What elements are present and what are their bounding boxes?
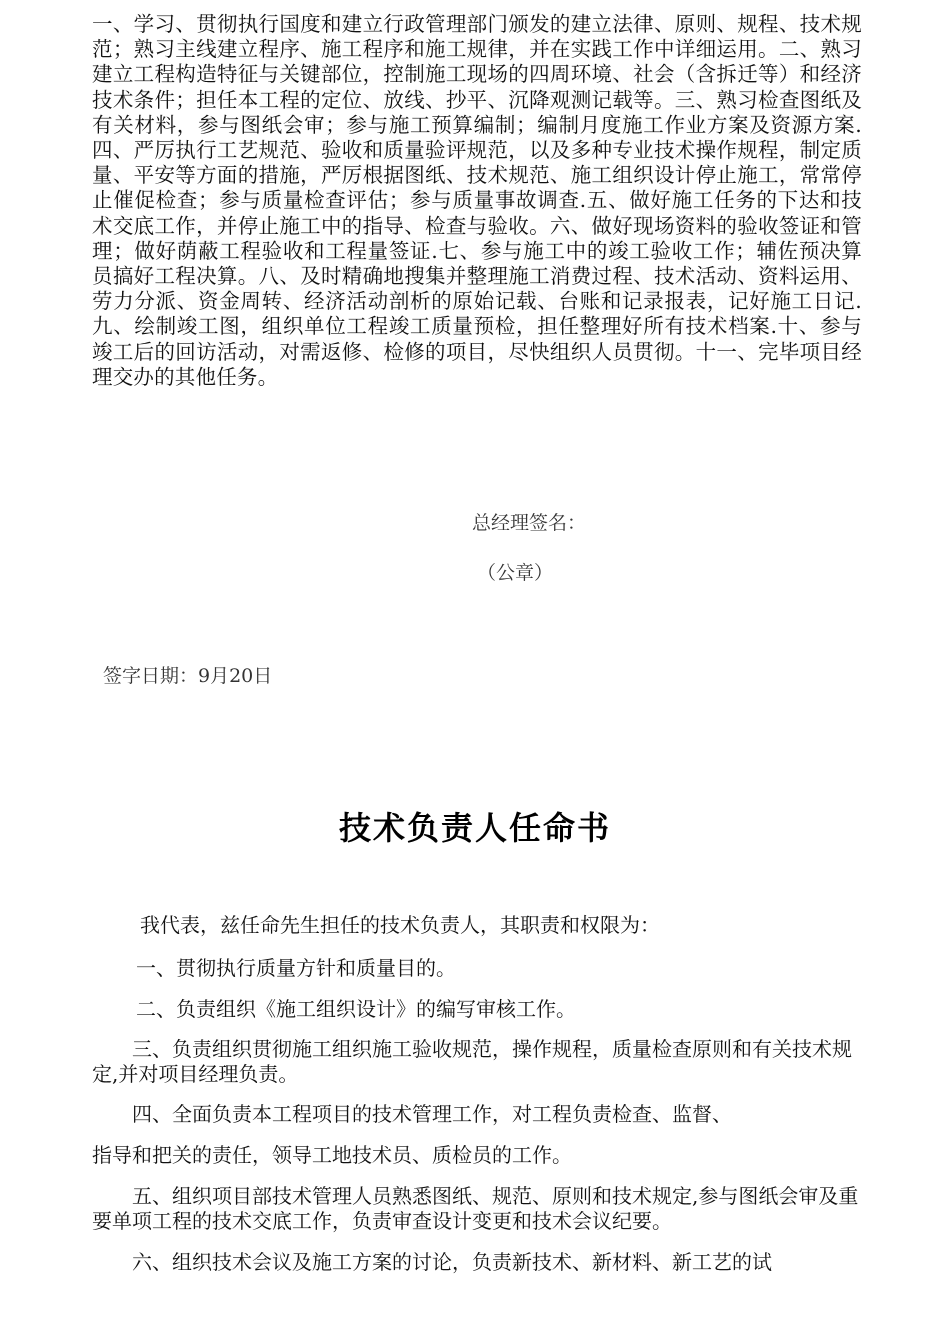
duty-item: 四、全面负责本工程项目的技术管理工作，对工程负责检查、监督、 bbox=[132, 1102, 732, 1126]
signature-label: 总经理签名： bbox=[472, 512, 587, 534]
duty-item-continued: 指导和把关的责任，领导工地技术员、质检员的工作。 bbox=[92, 1143, 572, 1167]
document-title: 技术负责人任命书 bbox=[338, 809, 611, 847]
duty-item: 六、组织技术会议及施工方案的讨论，负责新技术、新材料、新工艺的试 bbox=[132, 1250, 772, 1274]
duty-item: 一、贯彻执行质量方针和质量目的。 bbox=[136, 956, 456, 980]
intro-paragraph: 我代表，兹任命先生担任的技术负责人，其职责和权限为： bbox=[140, 913, 660, 937]
seal-label: （公章） bbox=[477, 562, 554, 584]
duties-paragraph: 一、学习、贯彻执行国度和建立行政管理部门颁发的建立法律、原则、规程、技术规范；熟习主线建立程序、施工程序和施工规律，并在实践工作中详细运用。二、熟习建立工程构造特征与关键部位，控制施工现场的四周环境、社会（含拆迁等）和经济技术条件；担任本工程的定位、放线、抄平、沉降观测记载等。三、熟习检查图纸及有关材料，参与图纸会审；参与施工预算编制；编制月度施工作业方案及资源方案.四、严厉执行工艺规范、验收和质量验评规范，以及多种专业技术操作规程，制定质量、平安等方面的措施，严厉根据图纸、技术规范、施工组织设计停止施工，常常停止催促检查；参与质量检查评估；参与质量事故调查.五、做好施工任务的下达和技术交底工作，并停止施工中的指导、检查与验收。六、做好现场资料的验收签证和管理；做好荫蔽工程验收和工程量签证.七、参与施工中的竣工验收工作；辅佐预决算员搞好工程决算。八、及时精确地搜集并整理施工消费过程、技术活动、资料运用、劳力分派、资金周转、经济活动剖析的原始记载、台账和记录报表，记好施工日记.九、绘制竣工图，组织单位工程竣工质量预检，担任整理好所有技术档案.十、参与竣工后的回访活动，对需返修、检修的项目，尽快组织人员贯彻。十一、完毕项目经理交办的其他任务。 bbox=[92, 12, 862, 389]
sign-date: 签字日期：9月20日 bbox=[103, 665, 273, 687]
duty-item: 五、组织项目部技术管理人员熟悉图纸、规范、原则和技术规定,参与图纸会审及重要单项工程的技术交底工作，负责审查设计变更和技术会议纪要。 bbox=[92, 1184, 859, 1233]
duty-item: 二、负责组织《施工组织设计》的编写审核工作。 bbox=[136, 997, 576, 1021]
duty-item: 三、负责组织贯彻施工组织施工验收规范，操作规程，质量检查原则和有关技术规定,并对项目经理负责。 bbox=[92, 1037, 852, 1086]
